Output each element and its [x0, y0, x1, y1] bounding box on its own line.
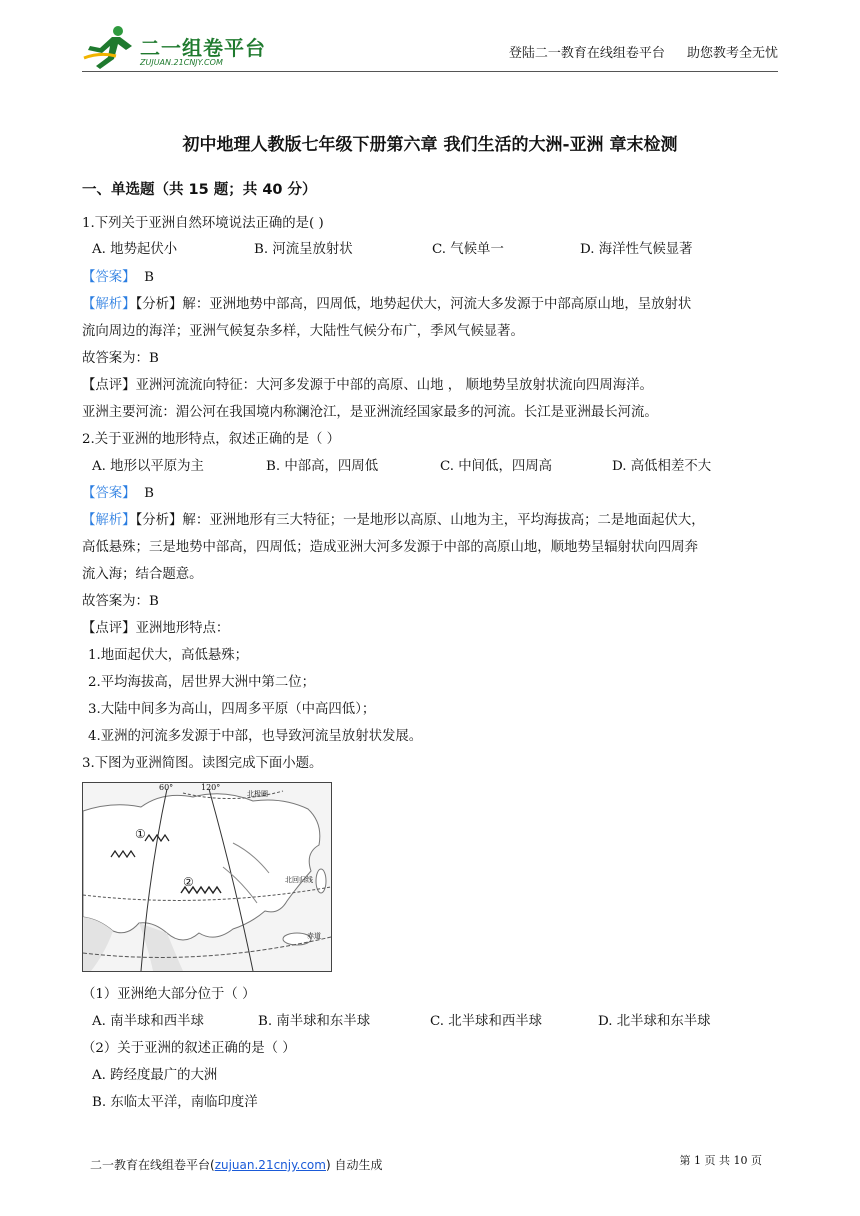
answer-tag: 【答案】 — [82, 486, 136, 501]
q1-comment-line-2: 亚洲主要河流：湄公河在我国境内称澜沧江，是亚洲流经国家最多的河流。长江是亚洲最长河流。 — [82, 405, 658, 420]
footer-prefix: 二一教育在线组卷平台( — [90, 1158, 215, 1172]
q1-answer-value: B — [144, 270, 154, 285]
q1-comment-line-1: 亚洲河流流向特征：大河多发源于中部的高原、山地 ， 顺地势呈放射状流向四周海洋。 — [135, 378, 653, 393]
q3-sub1-option-b[interactable]: B. 南半球和东半球 — [258, 1014, 371, 1029]
q1-analysis — [82, 293, 691, 312]
q1-answer — [82, 266, 154, 285]
q2-option-d[interactable]: D. 高低相差不大 — [612, 459, 712, 474]
question-3-stem: 3.下图为亚洲简图。读图完成下面小题。 — [82, 756, 323, 771]
page-header — [82, 22, 778, 72]
header-divider — [82, 71, 778, 72]
map-label-tropic: 北回归线 — [285, 876, 313, 884]
footer-link[interactable]: zujuan.21cnjy.com — [214, 1158, 326, 1172]
q2-point-4: 4.亚洲的河流多发源于中部，也导致河流呈放射状发展。 — [88, 729, 423, 744]
q1-option-a[interactable]: A. 地势起伏小 — [92, 242, 178, 257]
q3-sub2-option-b[interactable]: B. 东临太平洋，南临印度洋 — [92, 1095, 258, 1110]
analysis-tag: 【解析】 — [82, 297, 136, 312]
q2-analysis — [82, 509, 705, 528]
page-number: 第 1 页 共 10 页 — [679, 1154, 762, 1167]
logo-url: ZUJUAN.21CNJY.COM — [140, 58, 223, 67]
map-label-lon120: 120° — [201, 783, 221, 792]
map-marker-1: ① — [135, 827, 146, 841]
comment-tag: 【点评】 — [82, 378, 136, 393]
q3-sub1-option-d[interactable]: D. 北半球和东半球 — [598, 1014, 711, 1029]
q2-analysis-line-1: 【分析】解：亚洲地形有三大特征；一是地形以高原、山地为主，平均海拔高；二是地面起伏大， — [135, 513, 705, 528]
q1-option-d[interactable]: D. 海洋性气候显著 — [580, 242, 693, 257]
q2-analysis-line-2: 高低悬殊；三是地势中部高，四周低；造成亚洲大河多发源于中部的高原山地，顺地势呈辐射状向四周奔 — [82, 540, 698, 555]
q3-sub2-option-a[interactable]: A. 跨经度最广的大洲 — [92, 1068, 218, 1083]
footer-suffix: ) 自动生成 — [325, 1158, 383, 1172]
slogan-text: 助您教考全无忧 — [686, 46, 778, 61]
footer-note — [90, 1156, 382, 1173]
q3-sub1-option-c[interactable]: C. 北半球和西半球 — [430, 1014, 543, 1029]
q2-point-3: 3.大陆中间多为高山，四周多平原（中高四低）； — [88, 702, 376, 717]
login-link[interactable]: 登陆二一教育在线组卷平台 — [508, 46, 665, 61]
site-logo[interactable] — [82, 22, 282, 72]
q2-answer-value: B — [144, 486, 154, 501]
q2-point-1: 1.地面起伏大，高低悬殊； — [88, 648, 249, 663]
map-label-lon60: 60° — [159, 783, 174, 792]
q1-analysis-line-1: 【分析】解：亚洲地势中部高，四周低，地势起伏大，河流大多发源于中部高原山地，呈放射状 — [135, 297, 692, 312]
q1-comment — [82, 374, 653, 393]
q1-conclusion: 故答案为：B — [82, 351, 159, 366]
runner-logo-icon — [82, 24, 138, 70]
q2-option-b[interactable]: B. 中部高，四周低 — [266, 459, 379, 474]
section-heading: 一、单选题（共 15 题；共 40 分） — [82, 182, 317, 198]
analysis-tag: 【解析】 — [82, 513, 136, 528]
asia-map — [82, 782, 332, 972]
q3-sub2-stem: （2）关于亚洲的叙述正确的是（ ） — [82, 1041, 296, 1056]
q2-comment-head: 亚洲地形特点： — [135, 621, 230, 636]
answer-tag: 【答案】 — [82, 270, 136, 285]
map-label-equator: 赤道 — [307, 932, 321, 940]
q2-comment — [82, 617, 229, 636]
document-title: 初中地理人教版七年级下册第六章 我们生活的大洲-亚洲 章末检测 — [182, 135, 678, 155]
q2-option-a[interactable]: A. 地形以平原为主 — [92, 459, 204, 474]
q2-point-2: 2.平均海拔高，居世界大洲中第二位； — [88, 675, 316, 690]
q3-sub1-option-a[interactable]: A. 南半球和西半球 — [92, 1014, 204, 1029]
q2-conclusion: 故答案为：B — [82, 594, 159, 609]
q2-analysis-line-3: 流入海；结合题意。 — [82, 567, 203, 582]
question-1-stem: 1.下列关于亚洲自然环境说法正确的是( ) — [82, 216, 324, 231]
header-links — [509, 42, 778, 61]
q2-option-c[interactable]: C. 中间低，四周高 — [440, 459, 553, 474]
map-marker-2: ② — [183, 875, 194, 889]
q2-answer — [82, 482, 154, 501]
logo-text: 二一组卷平台 — [140, 36, 266, 60]
q1-option-c[interactable]: C. 气候单一 — [432, 242, 504, 257]
comment-tag: 【点评】 — [82, 621, 136, 636]
q1-option-b[interactable]: B. 河流呈放射状 — [254, 242, 353, 257]
q3-sub1-stem: （1）亚洲绝大部分位于（ ） — [82, 987, 256, 1002]
map-label-arctic: 北极圈 — [247, 790, 268, 798]
question-2-stem: 2.关于亚洲的地形特点，叙述正确的是（ ） — [82, 432, 341, 447]
q1-analysis-line-2: 流向周边的海洋；亚洲气候复杂多样，大陆性气候分布广，季风气候显著。 — [82, 324, 524, 339]
